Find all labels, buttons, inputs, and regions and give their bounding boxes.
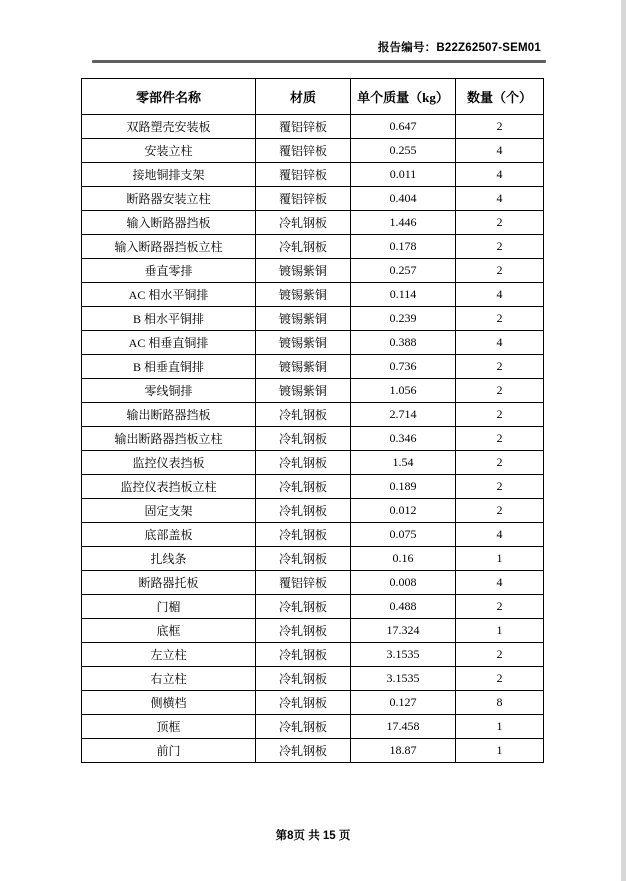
table-row	[82, 259, 544, 283]
table-row	[82, 523, 544, 547]
unit-mass-cell: 18.87	[351, 739, 456, 763]
table-row	[82, 403, 544, 427]
quantity-cell: 1	[456, 739, 544, 763]
material-cell: 覆铝锌板	[256, 571, 351, 595]
unit-mass-cell: 0.388	[351, 331, 456, 355]
part-name-cell: 输入断路器挡板	[82, 211, 256, 235]
part-name-cell: 断路器安装立柱	[82, 187, 256, 211]
part-name-cell: 双路塑壳安装板	[82, 115, 256, 139]
unit-mass-cell: 1.446	[351, 211, 456, 235]
material-cell: 冷轧钢板	[256, 235, 351, 259]
material-cell: 冷轧钢板	[256, 403, 351, 427]
part-name-cell: 扎线条	[82, 547, 256, 571]
material-cell: 覆铝锌板	[256, 163, 351, 187]
part-name-cell: 固定支架	[82, 499, 256, 523]
material-cell: 冷轧钢板	[256, 643, 351, 667]
material-cell: 冷轧钢板	[256, 667, 351, 691]
part-name-cell: 顶框	[82, 715, 256, 739]
page-footer: 第8页 共 15 页	[275, 830, 351, 842]
header-rule	[92, 60, 546, 63]
material-cell: 镀锡紫铜	[256, 331, 351, 355]
unit-mass-cell: 0.346	[351, 427, 456, 451]
column-header: 零部件名称	[82, 79, 256, 115]
table-row	[82, 211, 544, 235]
material-cell: 冷轧钢板	[256, 427, 351, 451]
quantity-cell: 2	[456, 259, 544, 283]
quantity-cell: 1	[456, 547, 544, 571]
table-row	[82, 427, 544, 451]
part-name-cell: 右立柱	[82, 667, 256, 691]
material-cell: 覆铝锌板	[256, 139, 351, 163]
table-header-row	[82, 79, 544, 115]
unit-mass-cell: 0.075	[351, 523, 456, 547]
table-row	[82, 379, 544, 403]
unit-mass-cell: 0.736	[351, 355, 456, 379]
quantity-cell: 2	[456, 475, 544, 499]
quantity-cell: 2	[456, 643, 544, 667]
table-row	[82, 475, 544, 499]
material-cell: 冷轧钢板	[256, 211, 351, 235]
report-number-label: 报告编号：	[377, 42, 437, 54]
part-name-cell: 前门	[82, 739, 256, 763]
column-header: 数量（个）	[456, 79, 544, 115]
part-name-cell: 垂直零排	[82, 259, 256, 283]
part-name-cell: 左立柱	[82, 643, 256, 667]
unit-mass-cell: 0.189	[351, 475, 456, 499]
unit-mass-cell: 0.011	[351, 163, 456, 187]
material-cell: 覆铝锌板	[256, 115, 351, 139]
table-row	[82, 643, 544, 667]
quantity-cell: 2	[456, 235, 544, 259]
unit-mass-cell: 0.239	[351, 307, 456, 331]
part-name-cell: 安装立柱	[82, 139, 256, 163]
table-row	[82, 235, 544, 259]
table-row	[82, 571, 544, 595]
material-cell: 冷轧钢板	[256, 691, 351, 715]
parts-table	[81, 78, 544, 763]
part-name-cell: AC 相垂直铜排	[82, 331, 256, 355]
material-cell: 冷轧钢板	[256, 619, 351, 643]
material-cell: 镀锡紫铜	[256, 283, 351, 307]
quantity-cell: 2	[456, 211, 544, 235]
quantity-cell: 2	[456, 355, 544, 379]
table-row	[82, 307, 544, 331]
quantity-cell: 2	[456, 307, 544, 331]
quantity-cell: 2	[456, 427, 544, 451]
unit-mass-cell: 0.012	[351, 499, 456, 523]
table-row	[82, 331, 544, 355]
table-row	[82, 283, 544, 307]
part-name-cell: AC 相水平铜排	[82, 283, 256, 307]
quantity-cell: 1	[456, 715, 544, 739]
table-row	[82, 139, 544, 163]
table-row	[82, 739, 544, 763]
unit-mass-cell: 0.16	[351, 547, 456, 571]
unit-mass-cell: 0.257	[351, 259, 456, 283]
quantity-cell: 4	[456, 523, 544, 547]
material-cell: 冷轧钢板	[256, 451, 351, 475]
quantity-cell: 4	[456, 283, 544, 307]
quantity-cell: 2	[456, 667, 544, 691]
unit-mass-cell: 2.714	[351, 403, 456, 427]
unit-mass-cell: 0.404	[351, 187, 456, 211]
column-header: 材质	[256, 79, 351, 115]
part-name-cell: 接地铜排支架	[82, 163, 256, 187]
part-name-cell: 输出断路器挡板	[82, 403, 256, 427]
parts-table-body	[82, 115, 544, 763]
quantity-cell: 8	[456, 691, 544, 715]
table-row	[82, 667, 544, 691]
quantity-cell: 2	[456, 499, 544, 523]
material-cell: 镀锡紫铜	[256, 259, 351, 283]
table-row	[82, 115, 544, 139]
unit-mass-cell: 0.008	[351, 571, 456, 595]
unit-mass-cell: 3.1535	[351, 667, 456, 691]
unit-mass-cell: 1.54	[351, 451, 456, 475]
unit-mass-cell: 0.488	[351, 595, 456, 619]
report-number	[81, 39, 541, 55]
table-row	[82, 163, 544, 187]
material-cell: 冷轧钢板	[256, 715, 351, 739]
table-row	[82, 691, 544, 715]
part-name-cell: 门楣	[82, 595, 256, 619]
quantity-cell: 1	[456, 619, 544, 643]
table-row	[82, 451, 544, 475]
quantity-cell: 4	[456, 139, 544, 163]
table-row	[82, 619, 544, 643]
quantity-cell: 4	[456, 331, 544, 355]
quantity-cell: 2	[456, 595, 544, 619]
table-row	[82, 499, 544, 523]
part-name-cell: 底部盖板	[82, 523, 256, 547]
quantity-cell: 2	[456, 379, 544, 403]
unit-mass-cell: 17.458	[351, 715, 456, 739]
quantity-cell: 4	[456, 163, 544, 187]
quantity-cell: 4	[456, 571, 544, 595]
report-number-value: B22Z62507-SEM01	[436, 42, 541, 54]
part-name-cell: 监控仪表挡板	[82, 451, 256, 475]
part-name-cell: B 相垂直铜排	[82, 355, 256, 379]
material-cell: 冷轧钢板	[256, 475, 351, 499]
material-cell: 冷轧钢板	[256, 547, 351, 571]
unit-mass-cell: 0.178	[351, 235, 456, 259]
unit-mass-cell: 17.324	[351, 619, 456, 643]
part-name-cell: 底框	[82, 619, 256, 643]
unit-mass-cell: 3.1535	[351, 643, 456, 667]
unit-mass-cell: 0.127	[351, 691, 456, 715]
material-cell: 镀锡紫铜	[256, 355, 351, 379]
unit-mass-cell: 0.647	[351, 115, 456, 139]
part-name-cell: 断路器托板	[82, 571, 256, 595]
material-cell: 覆铝锌板	[256, 187, 351, 211]
table-row	[82, 355, 544, 379]
material-cell: 冷轧钢板	[256, 499, 351, 523]
table-row	[82, 187, 544, 211]
page-right-edge	[621, 0, 626, 881]
part-name-cell: 零线铜排	[82, 379, 256, 403]
quantity-cell: 2	[456, 403, 544, 427]
column-header: 单个质量（kg）	[351, 79, 456, 115]
quantity-cell: 2	[456, 115, 544, 139]
material-cell: 镀锡紫铜	[256, 307, 351, 331]
part-name-cell: B 相水平铜排	[82, 307, 256, 331]
table-row	[82, 595, 544, 619]
table-row	[82, 715, 544, 739]
material-cell: 冷轧钢板	[256, 595, 351, 619]
table-row	[82, 547, 544, 571]
unit-mass-cell: 1.056	[351, 379, 456, 403]
material-cell: 镀锡紫铜	[256, 379, 351, 403]
unit-mass-cell: 0.255	[351, 139, 456, 163]
material-cell: 冷轧钢板	[256, 523, 351, 547]
unit-mass-cell: 0.114	[351, 283, 456, 307]
quantity-cell: 4	[456, 187, 544, 211]
part-name-cell: 侧横档	[82, 691, 256, 715]
quantity-cell: 2	[456, 451, 544, 475]
material-cell: 冷轧钢板	[256, 739, 351, 763]
part-name-cell: 监控仪表挡板立柱	[82, 475, 256, 499]
part-name-cell: 输出断路器挡板立柱	[82, 427, 256, 451]
part-name-cell: 输入断路器挡板立柱	[82, 235, 256, 259]
